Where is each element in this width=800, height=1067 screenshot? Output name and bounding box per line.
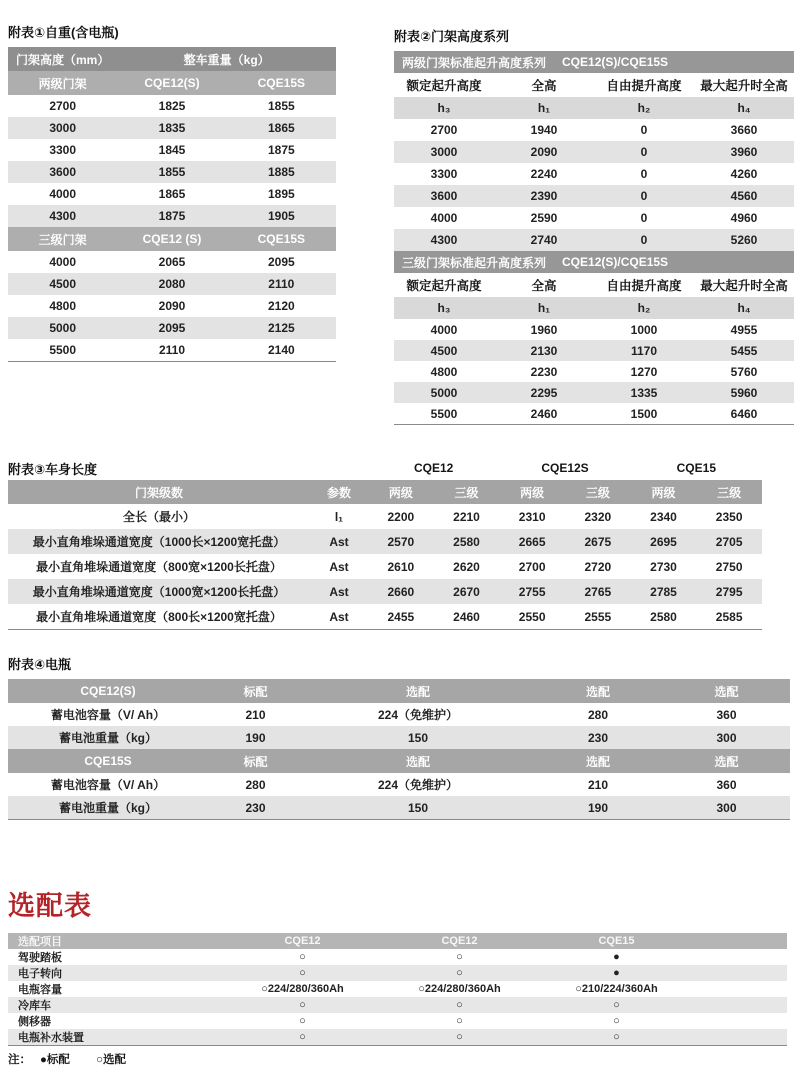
table-row [8,679,790,703]
battery-table [8,679,790,820]
table-cell: 2295 [530,385,558,400]
table-row [8,749,790,773]
table-cell: 选配项目 [18,936,62,948]
table-cell: 1335 [630,385,658,400]
table-cell: 1000 [630,322,658,337]
table-cell: ○ [456,999,463,1011]
table-row [8,504,762,529]
section-title-battery: 附表④电瓶 [8,657,72,672]
table-cell: 2675 [584,534,612,549]
table-cell: 150 [407,730,429,745]
table-cell: 两级 [520,485,545,500]
table-cell: 2310 [518,509,546,524]
table-cell: ● [613,951,620,963]
table-cell: 6460 [730,406,758,421]
table-row [8,981,787,997]
table-cell: 电瓶补水装置 [18,1032,84,1044]
table-cell: ○224/280/360Ah [261,983,344,995]
table-cell: 0 [640,233,648,247]
table-cell: 整车重量（kg） [183,52,270,67]
table-cell: 1835 [158,121,186,135]
table-row [8,933,787,949]
table-cell: 4500 [430,343,458,358]
table-cell: 3000 [430,145,458,159]
table-cell: 2455 [387,609,415,624]
table-cell: h₁ [537,301,551,315]
table-cell: 选配 [714,754,739,769]
table-cell: h₄ [737,101,751,115]
table-row [8,71,336,95]
table-row [8,339,336,361]
table-cell: 3600 [430,189,458,203]
table-cell: 2700 [430,123,458,137]
table-cell: 2720 [584,559,612,574]
table-row [8,773,790,796]
table-cell: h₂ [637,301,651,315]
table-cell: ○ [613,1031,620,1043]
table-cell: ○ [299,1015,306,1027]
table-cell: 1270 [630,364,658,379]
table-cell: 2585 [715,609,743,624]
table-cell: 全高 [531,79,557,93]
table-cell: 2665 [518,534,546,549]
table-cell: 最大起升时全高 [700,79,788,93]
table-cell: 2080 [158,277,186,291]
table-cell: 标配 [243,754,268,769]
table-cell: 2320 [584,509,612,524]
table-row [8,604,762,629]
legend-note: 注： ●标配 ○选配 [8,1054,127,1066]
table-cell: 2750 [715,559,743,574]
table-cell: 2120 [267,299,295,313]
table-cell: 选配 [585,684,610,699]
table-cell: 4300 [430,233,458,247]
table-cell: 2580 [650,609,677,624]
table-row [394,361,794,382]
table-cell: 360 [716,707,737,722]
table-cell: 自由提升高度 [606,79,682,93]
table-cell: 280 [587,707,609,722]
table-row [394,207,794,229]
table-cell: 2350 [715,509,743,524]
table-cell: 参数 [326,485,351,500]
table-cell: 两级 [388,485,413,500]
table-cell: 230 [587,730,609,745]
table-cell: 额定起升高度 [406,279,482,293]
body-length-table [8,456,762,630]
table-row [8,965,787,981]
table-row [394,251,794,273]
table-cell: 1875 [267,143,295,157]
table-row [394,97,794,119]
table-cell: CQE12 [413,461,454,475]
table-cell: ● [613,967,620,979]
options-table [8,933,787,1046]
table-cell: Ast [329,584,349,599]
table-cell: 1825 [158,99,186,113]
table-cell: 2670 [453,584,480,599]
table-row [8,117,336,139]
table-row [8,161,336,183]
table-cell: 224（免维护） [377,778,459,792]
table-cell: h₂ [637,101,651,115]
table-cell: ○210/224/360Ah [575,983,658,995]
table-cell: 1865 [267,121,295,135]
table-cell: l₁ [334,509,344,524]
section-mast-height-series [394,26,794,425]
table-cell: 3300 [49,143,77,157]
table-row [8,579,762,604]
table-cell: 5500 [430,406,458,421]
table-cell: 3600 [49,165,77,179]
table-cell: 0 [640,189,648,203]
table-cell: 三级 [717,485,742,500]
table-cell: ○224/280/360Ah [418,983,501,995]
table-cell: ○ [456,967,463,979]
table-cell: 自由提升高度 [606,279,682,293]
table-cell: 2580 [453,534,480,549]
table-cell: h₃ [437,301,451,315]
table-cell: 2705 [715,534,743,549]
table-row [8,456,762,480]
table-cell: ○ [299,951,306,963]
section-body-length [8,456,762,630]
table-cell: 2340 [650,509,677,524]
table-cell: 4000 [49,255,77,269]
table-cell: 1895 [267,187,295,201]
options-table-title: 选配表 [8,891,92,921]
table-cell: CQE12(S) [144,76,200,90]
table-cell: 5000 [49,321,77,335]
table-cell: 2610 [387,559,415,574]
table-cell: 蓄电池重量（kg） [58,731,157,745]
table-row [394,297,794,319]
table-cell: 2755 [518,584,546,599]
table-cell: 2230 [530,364,558,379]
table-row [394,119,794,141]
table-cell: 4800 [49,299,77,313]
table-cell: 全长（最小） [122,510,195,524]
table-cell: 4500 [49,277,77,291]
table-cell: 2130 [530,343,558,358]
table-cell: 两级门架 [38,76,87,91]
table-cell: 2095 [158,321,186,335]
table-cell: 2065 [158,255,186,269]
table-cell: 2765 [584,584,612,599]
table-row [394,319,794,340]
table-row [394,273,794,297]
table-cell: 4000 [49,187,77,201]
table-cell: 最小直角堆垛通道宽度（1000宽×1200长托盘） [32,585,286,599]
table-cell: 360 [716,777,737,792]
table-cell: 2460 [453,609,480,624]
table-cell: 电子转向 [18,968,62,980]
table-row [8,183,336,205]
table-cell: h₁ [537,101,551,115]
table-cell: 3660 [730,123,758,137]
table-cell: 1170 [630,343,658,358]
table-cell: 1845 [158,143,186,157]
table-cell: 2240 [530,167,558,181]
table-cell: 150 [407,800,429,815]
table-cell: 224（免维护） [377,708,459,722]
table-row [8,796,790,819]
table-row [8,726,790,749]
table-cell: 2140 [267,343,295,357]
table-row [8,997,787,1013]
table-cell: CQE15 [598,935,635,947]
table-cell: ○ [456,1031,463,1043]
table-row [394,340,794,361]
table-cell: 1960 [530,322,558,337]
table-cell: 2740 [530,233,558,247]
self-weight-table [8,47,336,362]
table-cell: 0 [640,211,648,225]
table-cell: 1905 [267,209,295,223]
table-cell: 2570 [387,534,415,549]
table-cell: 最小直角堆垛通道宽度（1000长×1200宽托盘） [32,535,286,549]
table-cell: 2210 [453,509,480,524]
table-cell: 全高 [531,279,557,293]
table-cell: CQE12(S) [80,684,136,698]
table-row [8,47,336,71]
table-cell: CQE15 [676,461,716,475]
table-cell: 两级门架标准起升高度系列 [402,55,547,70]
table-cell: 1875 [158,209,186,223]
section-title-self-weight: 附表①自重(含电瓶) [8,25,119,40]
table-row [8,273,336,295]
table-cell: 280 [245,777,266,792]
table-cell: 蓄电池容量（V/ Ah） [50,708,166,722]
table-row [8,95,336,117]
table-cell: 2555 [584,609,612,624]
table-cell: 1940 [530,123,558,137]
table-cell: Ast [329,559,349,574]
table-cell: 210 [245,707,266,722]
table-cell: Ast [329,534,349,549]
table-cell: 4260 [730,167,758,181]
table-cell: 2785 [650,584,677,599]
table-cell: CQE12 (S) [142,232,202,246]
table-cell: 门架高度（mm） [16,52,110,67]
table-cell: 0 [640,167,648,181]
table-cell: 选配 [405,754,430,769]
table-cell: 1885 [267,165,295,179]
table-cell: 2110 [158,343,186,357]
table-cell: ○ [456,1015,463,1027]
table-cell: 2125 [267,321,295,335]
table-cell: 2110 [268,277,295,291]
table-cell: 2460 [530,406,558,421]
table-cell: 2550 [518,609,546,624]
table-row [8,317,336,339]
table-cell: 侧移器 [18,1016,51,1028]
table-row [8,554,762,579]
table-row [394,141,794,163]
table-cell: h₄ [737,301,751,315]
table-row [8,251,336,273]
table-cell: 两级 [651,485,676,500]
section-title-mast-height: 附表②门架高度系列 [394,29,510,44]
table-cell: 300 [716,730,737,745]
section-title-body-length: 附表③车身长度 [8,462,98,477]
table-cell: 190 [245,730,266,745]
table-cell: 2700 [49,99,77,113]
table-row [8,1029,787,1045]
table-cell: 230 [245,800,266,815]
table-row [394,382,794,403]
table-cell: 选配 [714,684,739,699]
table-cell: 三级 [454,485,479,500]
table-cell: Ast [329,609,349,624]
section-self-weight [8,22,336,362]
table-cell: 3300 [430,167,458,181]
table-cell: 门架级数 [134,485,183,500]
section-battery [8,654,790,820]
table-cell: 2695 [650,534,677,549]
table-cell: 三级门架标准起升高度系列 [402,255,547,270]
table-cell: 3960 [730,145,758,159]
table-cell: 2090 [530,145,558,159]
table-cell: 1865 [158,187,186,201]
table-cell: 最大起升时全高 [700,279,788,293]
table-cell: 2095 [267,255,295,269]
table-cell: 5260 [730,233,758,247]
table-cell: 2090 [158,299,186,313]
table-cell: 蓄电池重量（kg） [58,801,157,815]
table-cell: 2795 [715,584,743,599]
table-cell: ○ [613,1015,620,1027]
table-cell: CQE12 [284,935,321,947]
table-cell: CQE15S [84,754,132,768]
table-row [394,51,794,73]
mast-height-table-duplex [394,51,794,251]
table-cell: 4800 [430,364,458,379]
table-cell: CQE12S [541,461,589,475]
table-cell: 最小直角堆垛通道宽度（800长×1200宽托盘） [36,610,282,624]
table-cell: 三级 [585,485,610,500]
mast-height-table-triplex [394,251,794,425]
table-cell: 2660 [387,584,415,599]
table-row [8,703,790,726]
table-cell: 2730 [650,559,677,574]
table-row [394,229,794,251]
table-cell: 4300 [49,209,77,223]
table-cell: 4560 [730,189,758,203]
table-cell: 标配 [243,684,268,699]
table-cell: 5455 [730,343,758,358]
table-cell: 1855 [158,165,186,179]
table-cell: CQE15S [257,232,305,246]
table-cell: 0 [640,123,648,137]
table-cell: 电瓶容量 [18,984,62,996]
table-row [8,1013,787,1029]
table-cell: CQE12 [441,935,478,947]
table-cell: 蓄电池容量（V/ Ah） [50,778,166,792]
table-cell: 4000 [430,211,458,225]
table-row [8,205,336,227]
table-row [394,185,794,207]
table-cell: 190 [587,800,609,815]
table-cell: 1855 [267,99,295,113]
table-cell: 0 [640,145,648,159]
table-row [8,295,336,317]
table-cell: 5500 [49,343,77,357]
table-cell: 4960 [730,211,758,225]
table-cell: ○ [613,999,620,1011]
table-cell: 5000 [430,385,458,400]
table-cell: 1500 [630,406,658,421]
table-row [394,403,794,424]
table-cell: ○ [456,951,463,963]
table-cell: 5760 [730,364,758,379]
table-row [394,163,794,185]
table-cell: 2700 [518,559,546,574]
table-row [8,139,336,161]
table-cell: 300 [716,800,737,815]
table-cell: CQE15S [257,76,305,90]
table-cell: CQE12(S)/CQE15S [562,55,669,69]
table-row [394,73,794,97]
table-cell: 2620 [453,559,480,574]
table-cell: 2590 [530,211,558,225]
table-cell: 选配 [585,754,610,769]
table-row [8,949,787,965]
table-cell: 3000 [49,121,77,135]
table-cell: ○ [299,967,306,979]
table-row [8,480,762,504]
table-cell: 4000 [430,322,458,337]
table-cell: 选配 [405,684,430,699]
table-cell: 2200 [387,509,415,524]
table-cell: 5960 [730,385,758,400]
table-cell: 驾驶踏板 [18,952,62,964]
table-row [8,227,336,251]
table-cell: ○ [299,1031,306,1043]
table-cell: CQE12(S)/CQE15S [562,255,669,269]
table-cell: 210 [587,777,609,792]
table-cell: ○ [299,999,306,1011]
table-cell: h₃ [437,101,451,115]
table-cell: 额定起升高度 [406,79,482,93]
table-row [8,529,762,554]
section-options [8,884,787,1067]
table-cell: 冷库车 [18,1000,51,1012]
table-cell: 三级门架 [38,232,87,247]
table-cell: 4955 [730,322,758,337]
table-cell: 2390 [530,189,558,203]
table-cell: 最小直角堆垛通道宽度（800宽×1200长托盘） [36,560,282,574]
